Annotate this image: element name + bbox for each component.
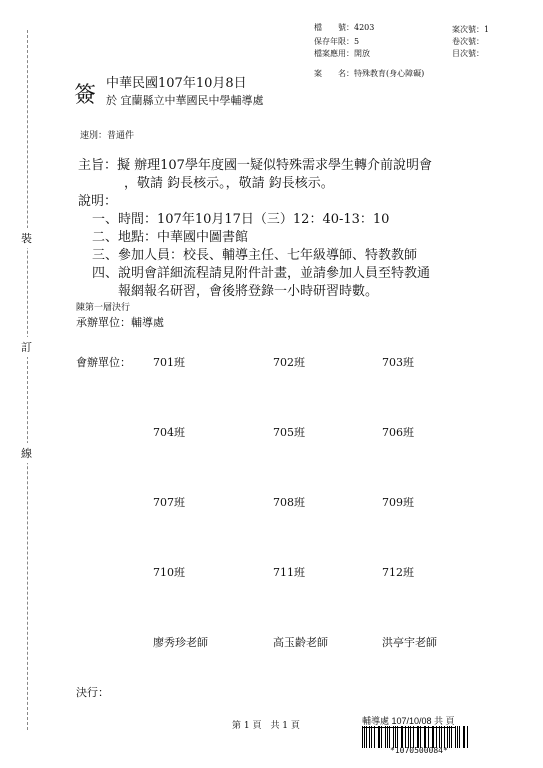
case-name: 案 名：特殊教育(身心障礙) — [314, 69, 425, 78]
co-sign-label: 會辦單位： — [76, 356, 131, 369]
co-sign-cell: 709班 — [382, 496, 414, 509]
document-number: *1070500084* — [390, 746, 448, 755]
co-sign-cell: 703班 — [382, 356, 414, 369]
co-sign-cell: 廖秀珍老師 — [153, 636, 208, 649]
co-sign-cell: 706班 — [382, 426, 414, 439]
co-sign-cell: 洪亭宇老師 — [382, 636, 437, 649]
execute-label: 決行： — [76, 686, 109, 699]
explanation-item-4: 四、說明會詳細流程請見附件計畫，並請參加人員至特教通 — [92, 266, 431, 281]
sign-place: 於 宜蘭縣立中華國民中學輔導處 — [106, 94, 264, 107]
co-sign-cell: 708班 — [273, 496, 305, 509]
explanation-item-3: 三、參加人員：校長、輔導主任、七年級導師、特教教師 — [92, 248, 418, 263]
explanation-item-1: 一、時間：107年10月17日（三）12：40-13：10 — [92, 212, 390, 227]
archive-no: 檔 號：4203 — [314, 23, 375, 32]
case-no: 案次號：1 — [452, 25, 490, 34]
co-sign-cell: 702班 — [273, 356, 305, 369]
co-sign-cell: 705班 — [273, 426, 305, 439]
volume-no: 卷次號： — [452, 37, 484, 46]
co-sign-cell: 711班 — [273, 566, 305, 579]
co-sign-cell: 707班 — [153, 496, 185, 509]
sign-date: 中華民國107年10月8日 — [106, 76, 247, 91]
explanation-item-2: 二、地點：中華國中圖書館 — [92, 230, 249, 245]
undertaking-unit: 承辦單位：輔導處 — [76, 316, 164, 329]
binding-char-ding: 訂 — [21, 337, 32, 357]
page-counter: 第 1 頁 共 1 頁 — [232, 721, 300, 731]
subject-line-1: 主旨：擬 辦理107學年度國一疑似特殊需求學生轉介前說明會 — [78, 158, 432, 173]
barcode — [362, 726, 470, 748]
processing-stamp: 輔導處 107/10/08 共 頁 — [362, 716, 455, 726]
routing-level: 陳第一層決行 — [76, 303, 131, 313]
co-sign-cell: 高玉齡老師 — [273, 636, 328, 649]
explanation-heading: 說明： — [78, 194, 118, 209]
co-sign-cell: 704班 — [153, 426, 185, 439]
archive-application: 檔案應用：開放 — [314, 49, 370, 58]
co-sign-cell: 701班 — [153, 356, 185, 369]
binding-line — [27, 30, 28, 730]
co-sign-cell: 710班 — [153, 566, 185, 579]
subject-line-2: ，敬請 鈞長核示。，敬請 鈞長核示。 — [124, 176, 334, 191]
speed-label: 速別：普通件 — [80, 131, 135, 141]
sign-mark: 簽 — [74, 83, 97, 108]
binding-char-xian: 線 — [21, 443, 32, 463]
item-no: 目次號： — [452, 49, 484, 58]
explanation-item-5: 報網報名研習，會後將登錄一小時研習時數。 — [92, 284, 379, 299]
retention-period: 保存年限：5 — [314, 37, 360, 46]
binding-char-zhuang: 裝 — [21, 228, 32, 248]
co-sign-cell: 712班 — [382, 566, 414, 579]
